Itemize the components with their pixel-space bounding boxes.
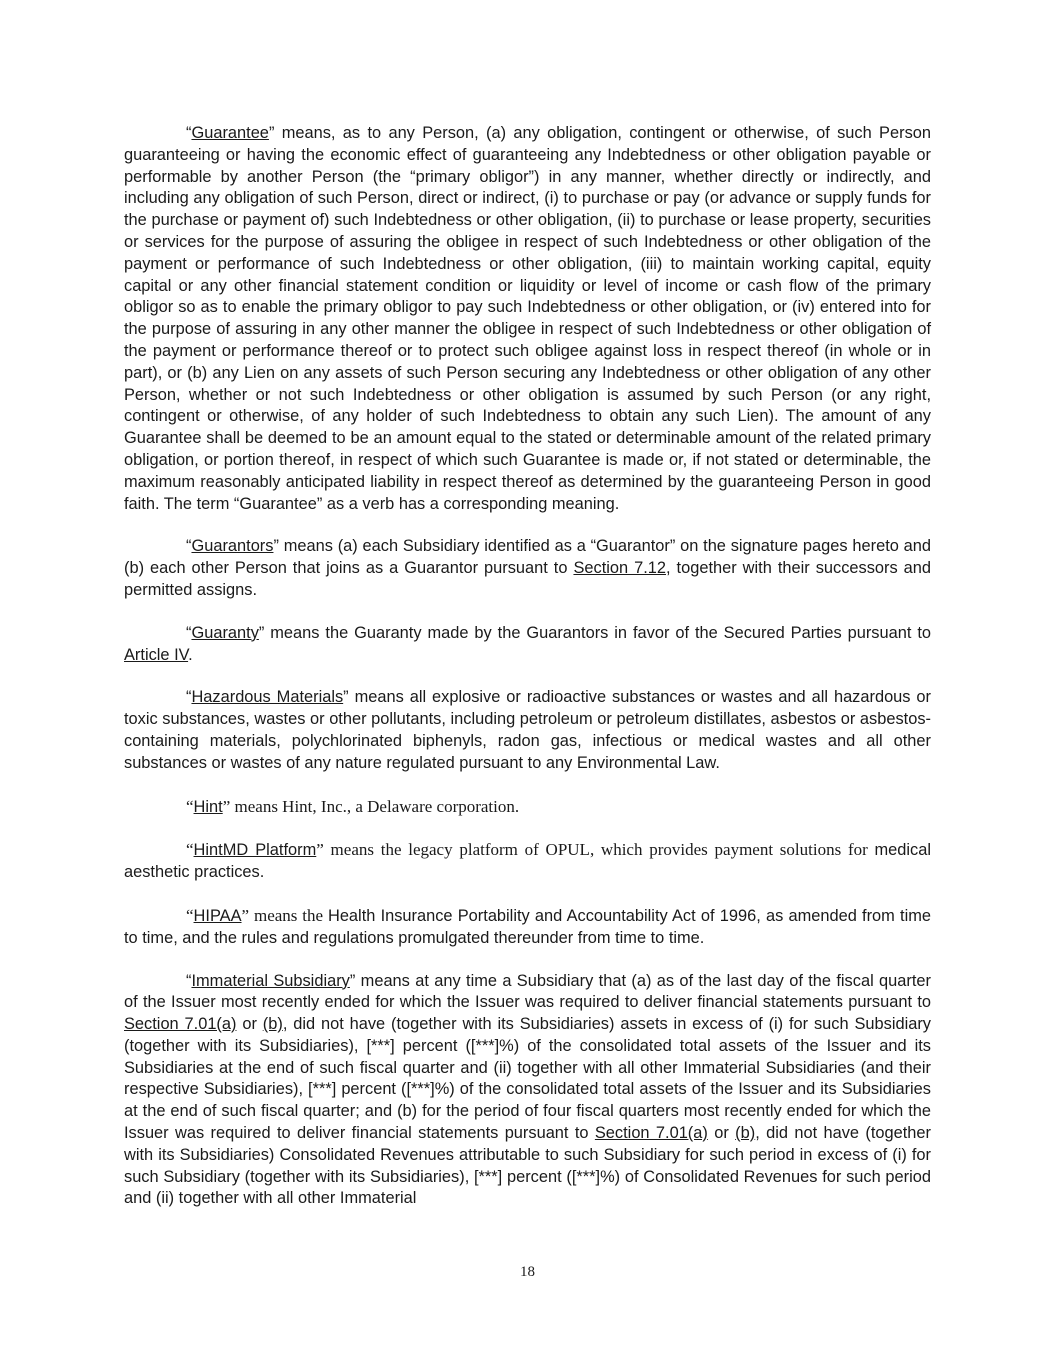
section-reference: (b) — [735, 1124, 756, 1143]
defined-term: Guarantee — [191, 124, 269, 142]
definition-text: ” means the Guaranty made by the Guarantors in favor of the Secured Parties pursuant to — [258, 623, 931, 642]
defined-term: Hazardous Materials — [191, 688, 344, 707]
defined-term: Immaterial Subsidiary — [191, 971, 350, 990]
definition-text: ” means, as to any Person, (a) any obligation, contingent or otherwise, of such Person guaranteeing or having the economic effect of guaranteeing any Indebtedness or other obligation payable or performable by another Person (the “primary obligor”) in any manner, whether directly or indirectly, and including any obligation of such Person, direct or indirect, (i) to purchase or pay (or advance or supply funds for the purchase or payment of) such Indebtedness or other obligation, (ii) to purchase or lease property, securities or services for the purpose of assuring the obligee in respect of such Indebtedness or other obligation of the payment or performance of such Indebtedness or other obligation, (iii) to maintain working capital, equity capital or any other financial statement condition or liquidity or level of income or cash flow of the primary obligor so as to enable the primary obligor to pay such Indebtedness or other obligation, or (iv) entered into for the purpose of assuring in any other manner the obligee in respect of such Indebtedness or other obligation of the payment or performance thereof or to protect such obligee against loss in respect thereof (in whole or in part), or (b) any Lien on any assets of such Person securing any Indebtedness or other obligation of any other Person, whether or not such Indebtedness or other obligation is assumed by such Person (or any right, contingent or otherwise, of any holder of such Indebtedness to obtain any such Lien). The amount of any Guarantee shall be deemed to be an amount equal to the stated or determinable amount of the related primary obligation, or portion thereof, in respect of which such Guarantee is made or, if not stated or determinable, the maximum reasonably anticipated liability in respect thereof as determined by the guaranteeing Person in good faith. The term “Guarantee” as a verb has a corresponding meaning. — [124, 124, 931, 513]
defined-term: Hint — [193, 797, 223, 816]
definition-text: , together with their successors and permitted assigns. — [124, 559, 932, 599]
definition-guarantors: “Guarantors” means (a) each Subsidiary identified as a “Guarantor” on the signature pages hereto and (b) each other Person that joins as a Guarantor pursuant to Section 7.12, together with their successors and permitted assigns. — [124, 537, 932, 599]
definition-guarantee: “Guarantee” means, as to any Person, (a) any obligation, contingent or otherwise, of such Person guaranteeing or having the economic effect of guaranteeing any Indebtedness or other obligation payable or performable by another Person (the “primary obligor”) in any manner, whether directly or indirectly, and including any obligation of such Person, direct or indirect, (i) to purchase or pay (or advance or supply funds for the purchase or payment of) such Indebtedness or other obligation, (ii) to purchase or lease property, securities or services for the purpose of assuring the obligee in respect of such Indebtedness or other obligation of the payment or performance of such Indebtedness or other obligation, (iii) to maintain working capital, equity capital or any other financial statement condition or liquidity or level of income or cash flow of the primary obligor so as to enable the primary obligor to pay such Indebtedness or other obligation, or (iv) entered into for the purpose of assuring in any other manner the obligee in respect of such Indebtedness or other obligation of the payment or performance thereof or to protect such obligee against loss in respect thereof (in whole or in part), or (b) any Lien on any assets of such Person securing any Indebtedness or other obligation of any other Person, whether or not such Indebtedness or other obligation is assumed by such Person (or any right, contingent or otherwise, of any holder of such Indebtedness to obtain any such Lien). The amount of any Guarantee shall be deemed to be an amount equal to the stated or determinable amount of the related primary obligation, or portion thereof, in respect of which such Guarantee is made or, if not stated or determinable, the maximum reasonably anticipated liability in respect thereof as determined by the guaranteeing Person in good faith. The term “Guarantee” as a verb has a corresponding meaning. — [124, 124, 931, 513]
section-reference: Section 7.12 — [573, 559, 667, 578]
definition-hintmd-platform: “HintMD Platform” means the legacy platform of OPUL, which provides payment solutions for medical aesthetic practices. — [124, 840, 932, 882]
defined-term: Guaranty — [191, 623, 259, 642]
document-page — [124, 123, 931, 1231]
definition-text: ” means at any time a Subsidiary that (a) as of the last day of the fiscal quarter of the Issuer most recently ended for which the Issuer was required to deliver financial statements pursuant to — [124, 971, 931, 1012]
definition-text: or — [707, 1124, 736, 1143]
definition-hint: “Hint” means Hint, Inc., a Delaware corporation. — [186, 796, 520, 816]
defined-term: HintMD Platform — [193, 841, 317, 860]
definition-text: ” means all explosive or radioactive substances or wastes and all hazardous or toxic substances, wastes or other pollutants, including petroleum or petroleum distillates, asbestos or asbestos-containing materials, polychlorinated biphenyls, radon gas, infectious or medical wastes and all other substances or wastes of any nature regulated pursuant to any Environmental Law. — [124, 688, 932, 772]
definition-hipaa: “HIPAA” means the Health Insurance Portability and Accountability Act of 1996, as amended from time to time, and the rules and regulations promulgated thereunder from time to time. — [124, 905, 931, 947]
section-reference: Section 7.01(a) — [124, 1015, 237, 1034]
definition-text: medical aesthetic practices. — [124, 841, 932, 882]
definition-hazardous-materials: “Hazardous Materials” means all explosive or radioactive substances or wastes and all hazardous or toxic substances, wastes or other pollutants, including petroleum or petroleum distillates, asbestos or asbestos-containing materials, polychlorinated biphenyls, radon gas, infectious or medical wastes and all other substances or wastes of any nature regulated pursuant to any Environmental Law. — [124, 688, 932, 772]
definition-text: Health Insurance Portability and Accountability Act of 1996, as amended from time to time, and the rules and regulations promulgated thereunder from time to time. — [124, 906, 931, 947]
defined-term: Guarantors — [191, 537, 274, 556]
definition-text: . — [188, 645, 193, 664]
definition-guaranty: “Guaranty” means the Guaranty made by the Guarantors in favor of the Secured Parties pursuant to Article IV. — [124, 623, 931, 664]
definition-text: ” means the legacy platform of OPUL, which provides payment solutions for — [316, 840, 875, 860]
article-reference: Article IV — [124, 645, 189, 664]
definition-text: ” means the — [241, 905, 328, 925]
definition-text: ” means (a) each Subsidiary identified as a “Guarantor” on the signature pages hereto and (b) each other Person that joins as a Guarantor pursuant to — [124, 537, 931, 578]
defined-term: HIPAA — [193, 906, 242, 925]
definition-text: ” means Hint, Inc., a Delaware corporation. — [222, 796, 520, 816]
page-number: 18 — [520, 1264, 535, 1280]
definition-text: , did not have (together with its Subsidiaries) assets in excess of (i) for such Subsidiary (together with its Subsidiaries), [***] percent ([***]%) of the consolidated total assets of the Issuer and its Subsidiaries at the end of such fiscal quarter and (ii) together with all other Immaterial Subsidiaries (and their respective Subsidiaries), [***] percent ([***]%) of the consolidated total assets of the Issuer and its Subsidiaries at the end of such fiscal quarter; and (b) for the period of four fiscal quarters most recently ended for which the Issuer was required to deliver financial statements pursuant to — [124, 1015, 931, 1143]
definition-text: or — [236, 1015, 263, 1034]
definition-immaterial-subsidiary: “Immaterial Subsidiary” means at any time a Subsidiary that (a) as of the last day of the fiscal quarter of the Issuer most recently ended for which the Issuer was required to deliver financial statements pursuant to Section 7.01(a) or (b), did not have (together with its Subsidiaries) assets in excess of (i) for such Subsidiary (together with its Subsidiaries), [***] percent ([***]%) of the consolidated total assets of the Issuer and its Subsidiaries at the end of such fiscal quarter and (ii) together with all other Immaterial Subsidiaries (and their respective Subsidiaries), [***] percent ([***]%) of the consolidated total assets of the Issuer and its Subsidiaries at the end of such fiscal quarter; and (b) for the period of four fiscal quarters most recently ended for which the Issuer was required to deliver financial statements pursuant to Section 7.01(a) or (b), did not have (together with its Subsidiaries) Consolidated Revenues attributable to such Subsidiary for such period in excess of (i) for such Subsidiary (together with its Subsidiaries), [***] percent ([***]%) of Consolidated Revenues for such period and (ii) together with all other Immaterial — [124, 971, 931, 1208]
section-reference: Section 7.01(a) — [594, 1124, 708, 1143]
definition-text: , did not have (together with its Subsidiaries) Consolidated Revenues attributable to such Subsidiary for such period in excess of (i) for such Subsidiary (together with its Subsidiaries), [***] percent ([***]%) of Consolidated Revenues for such period and (ii) together with all other Immaterial — [124, 1124, 931, 1208]
section-reference: (b) — [262, 1015, 283, 1034]
